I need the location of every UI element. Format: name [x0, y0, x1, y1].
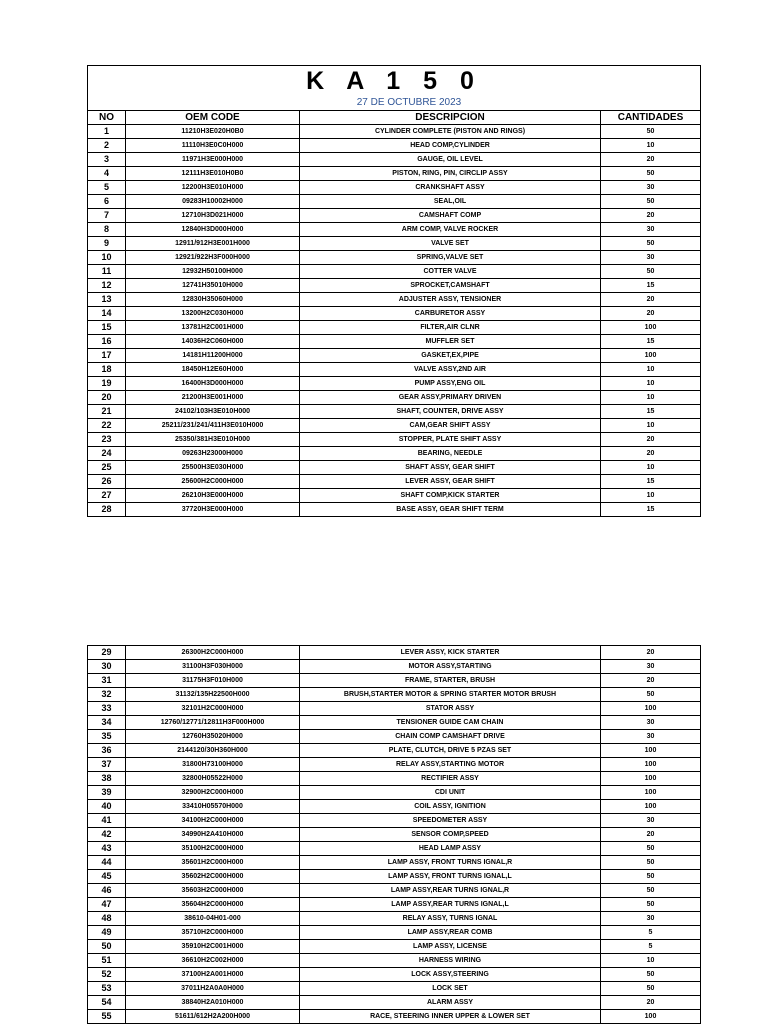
- cell-no: 36: [88, 744, 126, 758]
- cell-descripcion: CHAIN COMP CAMSHAFT DRIVE: [300, 730, 601, 744]
- cell-cantidades: 15: [601, 405, 701, 419]
- cell-descripcion: MOTOR ASSY,STARTING: [300, 660, 601, 674]
- cell-oem-code: 25500H3E030H000: [126, 461, 300, 475]
- header-descripcion: DESCRIPCION: [300, 111, 601, 125]
- cell-cantidades: 15: [601, 335, 701, 349]
- cell-no: 13: [88, 293, 126, 307]
- cell-cantidades: 20: [601, 996, 701, 1010]
- cell-no: 25: [88, 461, 126, 475]
- cell-descripcion: VALVE ASSY,2ND AIR: [300, 363, 601, 377]
- cell-oem-code: 12840H3D000H000: [126, 223, 300, 237]
- cell-no: 41: [88, 814, 126, 828]
- parts-table-bottom: [87, 645, 701, 1024]
- cell-descripcion: SENSOR COMP,SPEED: [300, 828, 601, 842]
- cell-oem-code: 16400H3D000H000: [126, 377, 300, 391]
- table-row: [88, 884, 701, 898]
- cell-oem-code: 11110H3E0C0H000: [126, 139, 300, 153]
- cell-cantidades: 15: [601, 475, 701, 489]
- cell-oem-code: 32800H05522H000: [126, 772, 300, 786]
- table-header-row: [88, 111, 701, 125]
- cell-oem-code: 09283H10002H000: [126, 195, 300, 209]
- cell-oem-code: 13781H2C001H000: [126, 321, 300, 335]
- cell-no: 4: [88, 167, 126, 181]
- table-row: [88, 926, 701, 940]
- cell-oem-code: 51611/612H2A200H000: [126, 1010, 300, 1024]
- cell-no: 22: [88, 419, 126, 433]
- cell-no: 2: [88, 139, 126, 153]
- table-row: [88, 153, 701, 167]
- cell-no: 30: [88, 660, 126, 674]
- cell-descripcion: LAMP ASSY, LICENSE: [300, 940, 601, 954]
- cell-cantidades: 30: [601, 730, 701, 744]
- cell-oem-code: 11210H3E020H0B0: [126, 125, 300, 139]
- table-row: [88, 660, 701, 674]
- table-row: [88, 716, 701, 730]
- table-row: [88, 870, 701, 884]
- cell-descripcion: RACE, STEERING INNER UPPER & LOWER SET: [300, 1010, 601, 1024]
- cell-cantidades: 10: [601, 489, 701, 503]
- cell-no: 34: [88, 716, 126, 730]
- cell-descripcion: TENSIONER GUIDE CAM CHAIN: [300, 716, 601, 730]
- cell-cantidades: 50: [601, 265, 701, 279]
- cell-descripcion: FILTER,AIR CLNR: [300, 321, 601, 335]
- cell-no: 50: [88, 940, 126, 954]
- cell-descripcion: CAMSHAFT COMP: [300, 209, 601, 223]
- table-row: [88, 856, 701, 870]
- cell-cantidades: 100: [601, 1010, 701, 1024]
- cell-no: 23: [88, 433, 126, 447]
- cell-cantidades: 100: [601, 321, 701, 335]
- cell-cantidades: 100: [601, 702, 701, 716]
- cell-no: 49: [88, 926, 126, 940]
- table-row: [88, 419, 701, 433]
- cell-no: 9: [88, 237, 126, 251]
- cell-oem-code: 11971H3E000H000: [126, 153, 300, 167]
- cell-oem-code: 26300H2C000H000: [126, 646, 300, 660]
- cell-descripcion: LAMP ASSY, FRONT TURNS IGNAL,R: [300, 856, 601, 870]
- cell-no: 55: [88, 1010, 126, 1024]
- cell-cantidades: 10: [601, 419, 701, 433]
- cell-descripcion: COIL ASSY, IGNITION: [300, 800, 601, 814]
- cell-oem-code: 09263H23000H000: [126, 447, 300, 461]
- cell-oem-code: 14181H11200H000: [126, 349, 300, 363]
- document-date: 27 DE OCTUBRE 2023: [88, 96, 701, 111]
- cell-no: 5: [88, 181, 126, 195]
- cell-oem-code: 34990H2A410H000: [126, 828, 300, 842]
- table-row: [88, 786, 701, 800]
- cell-cantidades: 30: [601, 251, 701, 265]
- cell-no: 18: [88, 363, 126, 377]
- cell-descripcion: RELAY ASSY, TURNS IGNAL: [300, 912, 601, 926]
- cell-oem-code: 35601H2C000H000: [126, 856, 300, 870]
- cell-oem-code: 26210H3E000H000: [126, 489, 300, 503]
- cell-cantidades: 10: [601, 363, 701, 377]
- table-row: [88, 195, 701, 209]
- table-row: [88, 1010, 701, 1024]
- cell-cantidades: 50: [601, 237, 701, 251]
- cell-no: 35: [88, 730, 126, 744]
- cell-descripcion: SPROCKET,CAMSHAFT: [300, 279, 601, 293]
- cell-oem-code: 35910H2C001H000: [126, 940, 300, 954]
- table-row: [88, 503, 701, 517]
- cell-oem-code: 25600H2C000H000: [126, 475, 300, 489]
- cell-oem-code: 21200H3E001H000: [126, 391, 300, 405]
- table-row: [88, 461, 701, 475]
- table-row: [88, 125, 701, 139]
- cell-no: 52: [88, 968, 126, 982]
- cell-cantidades: 30: [601, 912, 701, 926]
- cell-cantidades: 20: [601, 674, 701, 688]
- cell-descripcion: STATOR ASSY: [300, 702, 601, 716]
- cell-no: 29: [88, 646, 126, 660]
- cell-descripcion: LOCK ASSY,STEERING: [300, 968, 601, 982]
- cell-cantidades: 100: [601, 349, 701, 363]
- cell-descripcion: BASE ASSY, GEAR SHIFT TERM: [300, 503, 601, 517]
- cell-cantidades: 100: [601, 800, 701, 814]
- cell-no: 47: [88, 898, 126, 912]
- header-cantidades: CANTIDADES: [601, 111, 701, 125]
- cell-no: 48: [88, 912, 126, 926]
- cell-descripcion: CDI UNIT: [300, 786, 601, 800]
- cell-oem-code: 12932H50100H000: [126, 265, 300, 279]
- cell-descripcion: LOCK SET: [300, 982, 601, 996]
- cell-oem-code: 12200H3E010H000: [126, 181, 300, 195]
- cell-descripcion: LAMP ASSY, FRONT TURNS IGNAL,L: [300, 870, 601, 884]
- cell-descripcion: BEARING, NEEDLE: [300, 447, 601, 461]
- table-row: [88, 800, 701, 814]
- table-body-top: [88, 125, 701, 517]
- cell-no: 32: [88, 688, 126, 702]
- cell-descripcion: CYLINDER COMPLETE (PISTON AND RINGS): [300, 125, 601, 139]
- cell-oem-code: 38840H2A010H000: [126, 996, 300, 1010]
- cell-descripcion: SPEEDOMETER ASSY: [300, 814, 601, 828]
- cell-no: 46: [88, 884, 126, 898]
- cell-cantidades: 50: [601, 856, 701, 870]
- cell-descripcion: SHAFT ASSY, GEAR SHIFT: [300, 461, 601, 475]
- cell-no: 42: [88, 828, 126, 842]
- cell-no: 37: [88, 758, 126, 772]
- cell-cantidades: 30: [601, 814, 701, 828]
- cell-no: 27: [88, 489, 126, 503]
- table-row: [88, 335, 701, 349]
- cell-cantidades: 20: [601, 433, 701, 447]
- table-row: [88, 237, 701, 251]
- header-oem-code: OEM CODE: [126, 111, 300, 125]
- table-row: [88, 940, 701, 954]
- cell-cantidades: 50: [601, 167, 701, 181]
- cell-cantidades: 20: [601, 646, 701, 660]
- cell-cantidades: 50: [601, 968, 701, 982]
- table-row: [88, 814, 701, 828]
- cell-cantidades: 30: [601, 716, 701, 730]
- cell-descripcion: ARM COMP, VALVE ROCKER: [300, 223, 601, 237]
- table-row: [88, 772, 701, 786]
- table-row: [88, 968, 701, 982]
- table-row: [88, 982, 701, 996]
- cell-cantidades: 30: [601, 660, 701, 674]
- table-row: [88, 954, 701, 968]
- table-row: [88, 433, 701, 447]
- table-row: [88, 377, 701, 391]
- table-row: [88, 251, 701, 265]
- table-row: [88, 293, 701, 307]
- cell-no: 19: [88, 377, 126, 391]
- cell-oem-code: 12710H3D021H000: [126, 209, 300, 223]
- cell-cantidades: 100: [601, 786, 701, 800]
- cell-cantidades: 50: [601, 898, 701, 912]
- cell-no: 3: [88, 153, 126, 167]
- cell-no: 24: [88, 447, 126, 461]
- cell-no: 14: [88, 307, 126, 321]
- cell-descripcion: RELAY ASSY,STARTING MOTOR: [300, 758, 601, 772]
- cell-no: 39: [88, 786, 126, 800]
- cell-no: 33: [88, 702, 126, 716]
- table-row: [88, 730, 701, 744]
- cell-descripcion: PUMP ASSY,ENG OIL: [300, 377, 601, 391]
- cell-descripcion: COTTER VALVE: [300, 265, 601, 279]
- cell-oem-code: 12911/912H3E001H000: [126, 237, 300, 251]
- cell-no: 6: [88, 195, 126, 209]
- cell-cantidades: 10: [601, 139, 701, 153]
- cell-oem-code: 35604H2C000H000: [126, 898, 300, 912]
- cell-no: 31: [88, 674, 126, 688]
- cell-descripcion: CAM,GEAR SHIFT ASSY: [300, 419, 601, 433]
- cell-descripcion: HARNESS WIRING: [300, 954, 601, 968]
- cell-oem-code: 32101H2C000H000: [126, 702, 300, 716]
- table-row: [88, 321, 701, 335]
- table-row: [88, 646, 701, 660]
- cell-cantidades: 20: [601, 293, 701, 307]
- cell-no: 10: [88, 251, 126, 265]
- table-row: [88, 912, 701, 926]
- table-row: [88, 842, 701, 856]
- cell-cantidades: 15: [601, 279, 701, 293]
- cell-oem-code: 18450H12E60H000: [126, 363, 300, 377]
- cell-oem-code: 37011H2A0A0H000: [126, 982, 300, 996]
- cell-descripcion: GEAR ASSY,PRIMARY DRIVEN: [300, 391, 601, 405]
- cell-cantidades: 30: [601, 181, 701, 195]
- cell-no: 26: [88, 475, 126, 489]
- cell-oem-code: 31100H3F030H000: [126, 660, 300, 674]
- cell-cantidades: 5: [601, 926, 701, 940]
- cell-descripcion: GASKET,EX,PIPE: [300, 349, 601, 363]
- cell-cantidades: 50: [601, 870, 701, 884]
- cell-descripcion: MUFFLER SET: [300, 335, 601, 349]
- table-row: [88, 265, 701, 279]
- cell-no: 7: [88, 209, 126, 223]
- cell-oem-code: 33410H05570H000: [126, 800, 300, 814]
- table-row: [88, 405, 701, 419]
- table-row: [88, 349, 701, 363]
- cell-descripcion: LAMP ASSY,REAR COMB: [300, 926, 601, 940]
- cell-no: 38: [88, 772, 126, 786]
- cell-oem-code: 14036H2C060H000: [126, 335, 300, 349]
- table-row: [88, 139, 701, 153]
- table-row: [88, 307, 701, 321]
- cell-descripcion: LEVER ASSY, KICK STARTER: [300, 646, 601, 660]
- cell-cantidades: 50: [601, 688, 701, 702]
- cell-cantidades: 50: [601, 125, 701, 139]
- cell-cantidades: 20: [601, 828, 701, 842]
- cell-oem-code: 2144120/30H360H000: [126, 744, 300, 758]
- table-row: [88, 279, 701, 293]
- cell-cantidades: 50: [601, 884, 701, 898]
- cell-oem-code: 35603H2C000H000: [126, 884, 300, 898]
- table-row: [88, 758, 701, 772]
- cell-oem-code: 35100H2C000H000: [126, 842, 300, 856]
- cell-oem-code: 31175H3F010H000: [126, 674, 300, 688]
- parts-table-top: [87, 65, 701, 517]
- cell-descripcion: LAMP ASSY,REAR TURNS IGNAL,R: [300, 884, 601, 898]
- cell-no: 21: [88, 405, 126, 419]
- cell-oem-code: 35602H2C000H000: [126, 870, 300, 884]
- cell-descripcion: VALVE SET: [300, 237, 601, 251]
- cell-no: 17: [88, 349, 126, 363]
- cell-oem-code: 37100H2A001H000: [126, 968, 300, 982]
- table-row: [88, 223, 701, 237]
- cell-cantidades: 5: [601, 940, 701, 954]
- cell-no: 15: [88, 321, 126, 335]
- cell-descripcion: HEAD COMP,CYLINDER: [300, 139, 601, 153]
- cell-descripcion: BRUSH,STARTER MOTOR & SPRING STARTER MOTOR BRUSH: [300, 688, 601, 702]
- cell-descripcion: RECTIFIER ASSY: [300, 772, 601, 786]
- table-row: [88, 475, 701, 489]
- cell-descripcion: SEAL,OIL: [300, 195, 601, 209]
- table-row: [88, 702, 701, 716]
- cell-no: 40: [88, 800, 126, 814]
- cell-cantidades: 30: [601, 223, 701, 237]
- cell-no: 12: [88, 279, 126, 293]
- cell-oem-code: 25350/381H3E010H000: [126, 433, 300, 447]
- cell-oem-code: 13200H2C030H000: [126, 307, 300, 321]
- cell-no: 51: [88, 954, 126, 968]
- table-row: [88, 363, 701, 377]
- cell-no: 16: [88, 335, 126, 349]
- table-row: [88, 744, 701, 758]
- table-row: [88, 391, 701, 405]
- cell-no: 1: [88, 125, 126, 139]
- cell-no: 8: [88, 223, 126, 237]
- cell-oem-code: 32900H2C000H000: [126, 786, 300, 800]
- cell-oem-code: 12921/922H3F000H000: [126, 251, 300, 265]
- cell-cantidades: 20: [601, 153, 701, 167]
- table-row: [88, 181, 701, 195]
- cell-oem-code: 25211/231/241/411H3E010H000: [126, 419, 300, 433]
- cell-no: 11: [88, 265, 126, 279]
- cell-cantidades: 50: [601, 195, 701, 209]
- cell-oem-code: 12830H35060H000: [126, 293, 300, 307]
- cell-cantidades: 10: [601, 461, 701, 475]
- cell-descripcion: CARBURETOR ASSY: [300, 307, 601, 321]
- cell-oem-code: 12111H3E010H0B0: [126, 167, 300, 181]
- cell-oem-code: 34100H2C000H000: [126, 814, 300, 828]
- cell-descripcion: ADJUSTER ASSY, TENSIONER: [300, 293, 601, 307]
- cell-cantidades: 10: [601, 391, 701, 405]
- cell-cantidades: 20: [601, 447, 701, 461]
- cell-oem-code: 12741H35010H000: [126, 279, 300, 293]
- cell-descripcion: STOPPER, PLATE SHIFT ASSY: [300, 433, 601, 447]
- cell-descripcion: FRAME, STARTER, BRUSH: [300, 674, 601, 688]
- cell-cantidades: 20: [601, 209, 701, 223]
- cell-oem-code: 36610H2C002H000: [126, 954, 300, 968]
- cell-oem-code: 37720H3E000H000: [126, 503, 300, 517]
- document-title: K A 1 5 0: [88, 66, 701, 97]
- cell-cantidades: 15: [601, 503, 701, 517]
- cell-descripcion: LEVER ASSY, GEAR SHIFT: [300, 475, 601, 489]
- cell-no: 45: [88, 870, 126, 884]
- cell-cantidades: 100: [601, 758, 701, 772]
- table-row: [88, 489, 701, 503]
- cell-cantidades: 10: [601, 954, 701, 968]
- cell-cantidades: 20: [601, 307, 701, 321]
- cell-descripcion: ALARM ASSY: [300, 996, 601, 1010]
- table-row: [88, 447, 701, 461]
- header-no: NO: [88, 111, 126, 125]
- table-row: [88, 688, 701, 702]
- cell-descripcion: CRANKSHAFT ASSY: [300, 181, 601, 195]
- cell-cantidades: 100: [601, 744, 701, 758]
- cell-descripcion: SHAFT, COUNTER, DRIVE ASSY: [300, 405, 601, 419]
- cell-descripcion: PISTON, RING, PIN, CIRCLIP ASSY: [300, 167, 601, 181]
- cell-descripcion: GAUGE, OIL LEVEL: [300, 153, 601, 167]
- cell-descripcion: PLATE, CLUTCH, DRIVE 5 PZAS SET: [300, 744, 601, 758]
- cell-oem-code: 31800H73100H000: [126, 758, 300, 772]
- cell-cantidades: 50: [601, 842, 701, 856]
- cell-descripcion: SPRING,VALVE SET: [300, 251, 601, 265]
- cell-no: 44: [88, 856, 126, 870]
- cell-oem-code: 31132/135H22500H000: [126, 688, 300, 702]
- cell-no: 43: [88, 842, 126, 856]
- cell-descripcion: LAMP ASSY,REAR TURNS IGNAL,L: [300, 898, 601, 912]
- cell-no: 53: [88, 982, 126, 996]
- cell-oem-code: 24102/103H3E010H000: [126, 405, 300, 419]
- table-body-bottom: [88, 646, 701, 1024]
- table-row: [88, 828, 701, 842]
- table-row: [88, 898, 701, 912]
- cell-cantidades: 100: [601, 772, 701, 786]
- cell-no: 54: [88, 996, 126, 1010]
- cell-no: 28: [88, 503, 126, 517]
- cell-descripcion: SHAFT COMP,KICK STARTER: [300, 489, 601, 503]
- cell-oem-code: 12760H35020H000: [126, 730, 300, 744]
- table-row: [88, 167, 701, 181]
- table-row: [88, 996, 701, 1010]
- cell-no: 20: [88, 391, 126, 405]
- cell-cantidades: 10: [601, 377, 701, 391]
- cell-descripcion: HEAD LAMP ASSY: [300, 842, 601, 856]
- table-row: [88, 209, 701, 223]
- cell-oem-code: 35710H2C000H000: [126, 926, 300, 940]
- cell-oem-code: 12760/12771/12811H3F000H000: [126, 716, 300, 730]
- cell-cantidades: 50: [601, 982, 701, 996]
- table-row: [88, 674, 701, 688]
- cell-oem-code: 38610-04H01-000: [126, 912, 300, 926]
